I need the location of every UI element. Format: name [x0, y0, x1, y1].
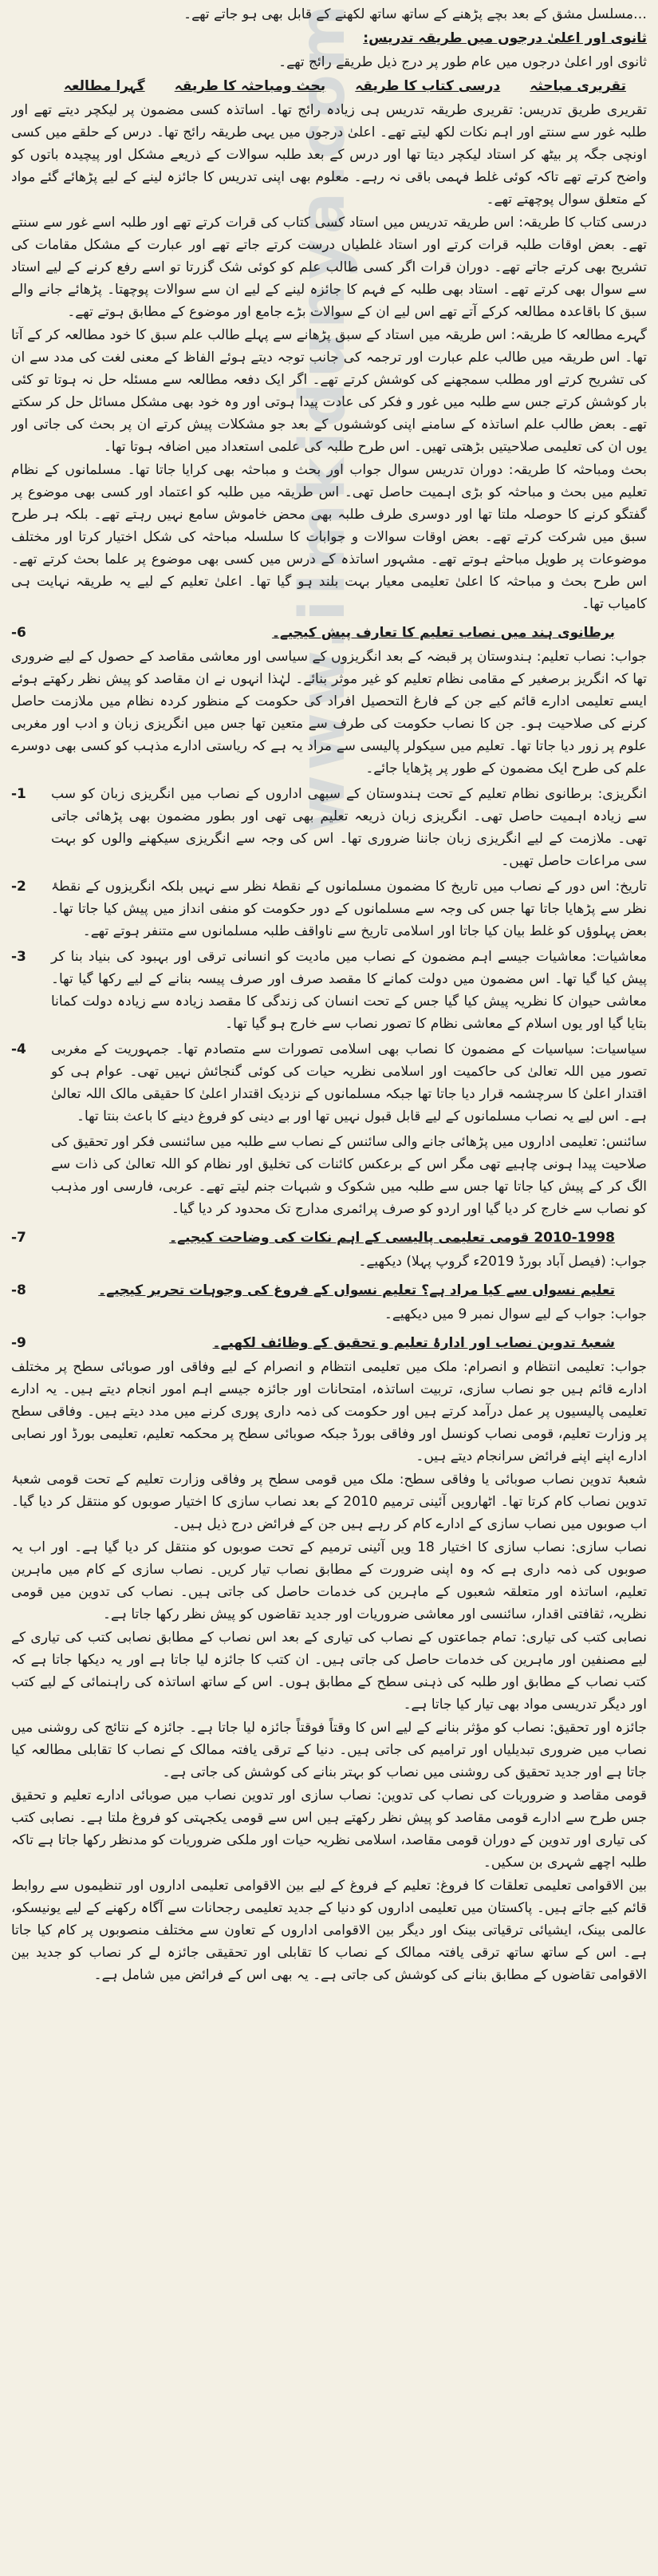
question-number: -7: [11, 1230, 26, 1246]
paragraph-darsi: درسی کتاب کا طریقہ: اس طریقہ تدریس میں استاد کسی کتاب کی قرات کرتے تھے اور طلبہ اسے غور سے سنتے تھے۔ بعض اوقات طلبہ قرات کرتے اور استاد غلطیاں درست کرتے جاتے تھے اور عبارت کے مشکل مقامات کی تشریح بھی کرتے جاتے تھے۔ دوران قرات اگر کسی طالب علم کو کوئی شک گزرتا تو اسے رفع کرنے کے لیے استاد سے سوال بھی کرتے تھے۔ استاد بھی طلبہ کے فہم کا جائزہ لینے کے لیے ان سے سوالات پوچھتا۔ پڑھائے جانے والے سبق کا باقاعدہ مطالعہ کرکے آتے تھے اس لیے ان کے سوالات بڑے جامع اور موضوع کے مطابق ہوتے تھے۔: [11, 215, 647, 320]
answer-text: (فیصل آباد بورڈ 2019ء گروپ پہلا) دیکھیے۔: [358, 1254, 606, 1270]
question-number: -9: [11, 1335, 26, 1351]
list-item: [11, 1131, 647, 1220]
answer-label: جواب:: [610, 1359, 647, 1375]
question-7: [11, 1227, 647, 1249]
secondary-title: ثانوی اور اعلیٰ درجوں میں طریقہ تدریس:: [363, 30, 647, 46]
answer-9-p5: جائزہ اور تحقیق: نصاب کو مؤثر بنانے کے لیے اس کا وقتاً فوقتاً جائزہ لیا جاتا ہے۔ جائزہ کے نتائج کی روشنی میں نصاب میں ضروری تبدیلیاں اور ترامیم کی جاتی ہیں۔ دنیا کے ترقی یافتہ ممالک کے نصاب کا تقابلی مطالعہ کیا جاتا ہے اور جدید تحقیق کی روشنی میں نصاب کو بہتر بنانے کی کوشش کی جاتی ہے۔: [11, 1720, 647, 1780]
question-text: شعبۂ تدوین نصاب اور ادارۂ تعلیم و تحقیق کے وظائف لکھیے۔: [212, 1335, 615, 1351]
list-item: [11, 1038, 647, 1128]
answer-9-p2: شعبۂ تدوین نصاب صوبائی یا وفاقی سطح: ملک میں قومی سطح پر وفاقی وزارت تعلیم کے تحت قومی شعبۂ تدوین نصاب کام کرتا تھا۔ اٹھارویں آئینی ترمیم 2010 کے بعد نصاب سازی کا اختیار صوبوں کو منتقل کر دیا گیا۔ اب صوبوں میں نصاب سازی کے ادارے کام کر رہے ہیں جن کے فرائض درج ذیل ہیں۔: [11, 1472, 647, 1532]
question-text: تعلیم نسواں سے کیا مراد ہے؟ تعلیم نسواں کے فروغ کی وجوہات تحریر کیجیے۔: [98, 1282, 615, 1298]
method-item: تقریری مباحثہ: [530, 78, 626, 94]
item-number: -4: [11, 1041, 26, 1057]
question-number: -6: [11, 625, 26, 641]
method-item: بحث ومباحثہ کا طریقہ: [174, 78, 326, 94]
question-8: [11, 1279, 647, 1302]
answer-9-p7: بین الاقوامی تعلیمی تعلقات کا فروغ: تعلیم کے فروغ کے لیے بین الاقوامی تعلیمی اداروں اور تنظیموں سے روابط قائم کیے جاتے ہیں۔ پاکستان میں تعلیمی اداروں کو دنیا کے جدید تعلیمی رجحانات سے آگاہ رکھنے کے لیے یونیسکو، عالمی بینک، ایشیائی ترقیاتی بینک اور دیگر بین الاقوامی اداروں کے تعاون سے مختلف منصوبوں پر کام کیا جاتا ہے۔ اس کے ساتھ ساتھ ترقی یافتہ ممالک کے نصاب کا تقابلی اور تحقیقی جائزہ لے کر نصاب کو جدید بین الاقوامی تقاضوں کے مطابق بنانے کی کوشش کی جاتی ہے۔ یہ بھی اس کے فرائض میں شامل ہے۔: [11, 1878, 647, 1983]
document-page: [11, 3, 647, 2571]
method-item: درسی کتاب کا طریقہ: [355, 78, 501, 94]
list-item: [11, 875, 647, 942]
watermark-text: www.ilmkidunya.com: [287, 0, 359, 833]
question-6: [11, 622, 647, 644]
answer-9-p4: نصابی کتب کی تیاری: تمام جماعتوں کے نصاب کی تیاری کے بعد اس نصاب کے مطابق نصابی کتب کی تیاری کے لیے مصنفین اور ماہرین کی خدمات حاصل کی جاتی ہیں۔ ان کتب کا جائزہ لیا جاتا ہے اور یہ دیکھا جاتا ہے کہ کتب نصاب کے مطابق اور طلبہ کی ذہنی سطح کے مطابق ہوں۔ اس کے ساتھ اساتذہ کی راہنمائی کے لیے کتب اور دیگر تدریسی مواد بھی تیار کیا جاتا ہے۔: [11, 1630, 647, 1713]
item-text: تاریخ: اس دور کے نصاب میں تاریخ کا مضمون مسلمانوں کے نقطۂ نظر سے نہیں بلکہ انگریزوں کے نقطۂ نظر سے پڑھایا جاتا تھا جس کی وجہ سے مسلمانوں کے دور حکومت کو منفی انداز میں پیش کیا جاتا تھا۔ بعض پہلوؤں کو غلط بیان کیا جاتا اور اسلامی تاریخ سے ناواقف طلبہ مسلمانوں سے متنفر ہوتے تھے۔: [51, 879, 647, 939]
answer-9-p3: نصاب سازی: نصاب سازی کا اختیار 18 ویں آئینی ترمیم کے تحت صوبوں کو منتقل کر دیا گیا ہے۔ اور اب یہ صوبوں کی ذمہ داری ہے کہ وہ اپنی ضرورت کے مطابق نصاب تیار کریں۔ نصاب سازی کے کام میں ماہرین تعلیم، اساتذہ اور متعلقہ شعبوں کے ماہرین کی خدمات حاصل کی جاتی ہیں۔ نصاب کی تدوین میں قومی نظریہ، ثقافتی اقدار، سائنسی اور معاشی ضروریات اور جدید تقاضوں کو پیش نظر رکھا جاتا ہے۔: [11, 1539, 647, 1622]
document-content: [11, 3, 647, 1986]
method-item: گہرا مطالعہ: [64, 78, 145, 94]
answer-9-p1: [11, 1356, 647, 1468]
item-number: -1: [11, 786, 26, 802]
answer-text: تعلیمی انتظام و انصرام: ملک میں تعلیمی انتظام و انصرام کے لیے وفاقی اور صوبائی سطح پر مختلف ادارے قائم ہیں جو نصاب سازی، تربیت اساتذہ، امتحانات اور جائزہ جیسے اہم امور انجام دیتے ہیں۔ یہ ادارے تعلیمی پالیسیوں پر عمل درآمد کرتے ہیں اور حکومت کی ذمہ داری پوری کرنے میں مدد دیتے ہیں۔ وفاقی سطح پر وزارت تعلیم، قومی نصاب کونسل اور وفاقی بورڈ جبکہ صوبائی سطح پر محکمہ تعلیم، تعلیمی بورڈ اور نصابی ادارے اپنے اپنے فرائض سرانجام دیتے ہیں۔: [11, 1359, 647, 1464]
answer-7: [11, 1250, 647, 1273]
paragraph-gehra: گہرے مطالعہ کا طریقہ: اس طریقہ میں استاد کے سبق پڑھانے سے پہلے طالب علم سبق کا خود مطالعہ کر کے آتا تھا۔ اس طریقہ میں طالب علم عبارت اور ترجمہ کی جانب توجہ دیتے ہوئے الفاظ کے معنی لغت کی مدد سے ان کی تشریح کرتے اور مطلب سمجھنے کی کوشش کرتے تھے۔ اگر ایک دفعہ مطالعہ سے مسئلہ حل نہ ہوتا تو کئی بار کوشش کرتے جس سے طلبہ میں غور و فکر کی عادت پیدا ہوتی اور وہ خود بھی مشکل مسائل حل کر سکتے تھے۔ بعض طالب علم اساتذہ کے سامنے اپنی کوششوں کے بعد جو مشکلات پیش کرتے ان پر بحث کی جاتی اور یوں ان کی تعلیمی صلاحیتیں بڑھتی تھیں۔ اس طرح طلبہ کی علمی استعداد میں اضافہ ہوتا تھا۔: [11, 327, 647, 455]
answer-9-p6: قومی مقاصد و ضروریات کی نصاب کی تدوین: نصاب سازی اور تدوین نصاب میں صوبائی ادارے تعلیم و تحقیق جس طرح سے ادارے قومی مقاصد کو پیش نظر رکھتے ہیں اس سے قومی یکجہتی کو فروغ ملتا ہے۔ نصابی کتب کی تیاری اور تدوین کے دوران قومی مقاصد، اسلامی نظریہ حیات اور ملکی ضروریات کو مدنظر رکھا جاتا ہے تاکہ طلبہ اچھے شہری بن سکیں۔: [11, 1788, 647, 1871]
answer-label: جواب:: [610, 1306, 647, 1322]
question-text: برطانوی ہند میں نصاب تعلیم کا تعارف پیش کیجیے۔: [271, 625, 615, 641]
answer-text: نصاب تعلیم: ہندوستان پر قبضہ کے بعد انگریزوں کے سیاسی اور معاشی مقاصد کے حصول کے لیے ضروری تھا کہ انگریز برصغیر کے مقامی نظام تعلیم کو غیر موثر بنائے۔ لہٰذا انہوں نے ان مقاصد کو پیش نظر رکھتے ہوئے ایسے تعلیمی ادارے قائم کیے جن کے فارغ التحصیل افراد کی حکومت کے منظور کردہ نظام میں ملازمت حاصل کرنے کی صلاحیت ہو۔ جن کا نصاب حکومت کی طرف سے متعین تھا جس میں انگریزی زبان و ادب اور مغربی علوم پر زور دیا جاتا تھا۔ تعلیم میں سیکولر پالیسی سے مراد یہ ہے کہ ریاستی ادارے مذہب کو کسی بھی دوسرے علم کی طرح ایک مضمون کے طور پر پڑھایا جائے۔: [11, 649, 647, 776]
methods-list: [59, 75, 631, 97]
list-item: [11, 783, 647, 872]
answer-label: جواب:: [610, 1254, 647, 1270]
paragraph-taqreer: تقریری طریق تدریس: تقریری طریقہ تدریس ہی زیادہ رائج تھا۔ اساتذہ کسی مضمون پر لیکچر دیتے تھے اور طلبہ غور سے سنتے اور اہم نکات لکھ لیتے تھے۔ اعلیٰ درجوں میں یہی طریقہ رائج تھا۔ درس کے حلقے میں کسی اونچی جگہ پر بیٹھ کر استاد لیکچر دیتا تھا اور درس کے بعد طلبہ سوالات کے ذریعے مشکل اور پیچیدہ باتوں کو واضح کرتے تھے تاکہ کوئی غلط فہمی باقی نہ رہے۔ معلوم بھی اپنی تدریس کا جائزہ لینے کے لیے پڑھائے گئے مواد کے متعلق سوال پوچھتے تھے۔: [11, 102, 647, 207]
item-text: انگریزی: برطانوی نظام تعلیم کے تحت ہندوستان کے سبھی اداروں کے نصاب میں انگریزی زبان کو سب سے زیادہ اہمیت حاصل تھی۔ انگریزی زبان ذریعہ تعلیم بھی تھی اور بطور مضمون بھی پڑھائی جاتی تھی۔ ملازمت کے لیے انگریزی زبان جاننا ضروری تھا۔ اس کی وجہ سے انگریزی سیکھنے والوں کو بہت سی مراعات حاصل تھیں۔: [51, 786, 647, 869]
answer-label: جواب:: [610, 649, 647, 665]
item-number: -2: [11, 879, 26, 895]
answer-8: [11, 1303, 647, 1326]
answer-text: جواب کے لیے سوال نمبر 9 میں دیکھیے۔: [384, 1306, 606, 1322]
answer-6-intro: [11, 646, 647, 780]
item-number: [11, 1131, 51, 1220]
item-text: سیاسیات: سیاسیات کے مضمون کا نصاب بھی اسلامی تصورات سے متصادم تھا۔ جمہوریت کے مغربی تصور میں اللہ تعالیٰ کی حاکمیت اور اسلامی نظریہ حیات کی کوئی گنجائش نہیں تھی۔ عوام ہی کو اقتدار اعلیٰ کا سرچشمہ قرار دیا جاتا تھا جبکہ مسلمانوں کے نزدیک اقتدار اعلیٰ کا حقیقی مالک اللہ تعالیٰ ہے۔ اس لیے یہ نصاب مسلمانوں کے لیے قابل قبول نہیں تھا اور بے دینی کو فروغ دینے کا باعث بنتا تھا۔: [51, 1041, 647, 1124]
question-number: -8: [11, 1282, 26, 1298]
question-9: [11, 1332, 647, 1354]
intro-line: …مسلسل مشق کے بعد بچے پڑھنے کے ساتھ ساتھ لکھنے کے قابل بھی ہو جاتے تھے۔: [183, 6, 647, 22]
item-number: -3: [11, 949, 26, 965]
item-text: معاشیات: معاشیات جیسے اہم مضمون کے نصاب میں مادیت کو انسانی ترقی اور بہبود کی بنیاد بنا کر پیش کیا گیا تھا۔ اس مضمون میں دولت کمانے کا مقصد صرف اور صرف پیسہ بنانے کے لیے رکھا گیا تھا۔ معاشی حیوان کا نظریہ پیش کیا گیا جس کے تحت انسان کی زندگی کا مقصد زیادہ سے زیادہ دولت کمانا بتایا گیا اور یوں اسلام کے معاشی نظام کا تصور نصاب سے خارج ہو گیا تھا۔: [51, 949, 647, 1032]
item-text: سائنس: تعلیمی اداروں میں پڑھائی جانے والی سائنس کے نصاب سے طلبہ میں سائنسی فکر اور تحقیق کی صلاحیت پیدا ہونی چاہیے تھی مگر اس کے برعکس کائنات کی تخلیق اور نظام کو اللہ تعالیٰ کی ذات سے الگ کر کے پیش کیا جاتا تھا جس سے طلبہ میں شکوک و شبہات جنم لیتے تھے۔ عربی، فارسی اور مذہب کو نصاب سے خارج کر دیا گیا اور اردو کو صرف پرائمری مدارج تک محدود کر دیا گیا۔: [51, 1134, 647, 1217]
secondary-sub: ثانوی اور اعلیٰ درجوں میں عام طور پر درج ذیل طریقے رائج تھے۔: [278, 54, 647, 70]
list-item: [11, 946, 647, 1035]
question-text: 2010-1998 قومی تعلیمی پالیسی کے اہم نکات کی وضاحت کیجیے۔: [169, 1230, 615, 1246]
paragraph-bahas: بحث ومباحثہ کا طریقہ: دوران تدریس سوال جواب اور بحث و مباحثہ بھی کرایا جاتا تھا۔ مسلمانوں کے نظام تعلیم میں بحث و مباحثہ کو بڑی اہمیت حاصل تھی۔ اس طریقہ میں طلبہ کو اعتماد اور کسی بھی موضوع پر گفتگو کرنے کا حوصلہ ملتا تھا اور دوسری طرف طلبہ بھی محض خاموش سامع نہیں رہتے تھے۔ بلکہ ہر طرح سبق میں شرکت کرتے تھے۔ بعض اوقات سوالات و جوابات کا سلسلہ مباحثہ کی شکل اختیار کرتا اور مختلف موضوعات پر طویل مباحثے ہوتے تھے۔ مشہور اساتذہ کے درس میں کسی بھی موضوع پر علما بحث کرتے تھے۔ اس طرح بحث و مباحثہ کا اعلیٰ تعلیمی معیار بہت بلند ہو گیا تھا۔ اعلیٰ تعلیم کے لیے یہ طریقہ نہایت ہی کامیاب تھا۔: [11, 462, 647, 612]
